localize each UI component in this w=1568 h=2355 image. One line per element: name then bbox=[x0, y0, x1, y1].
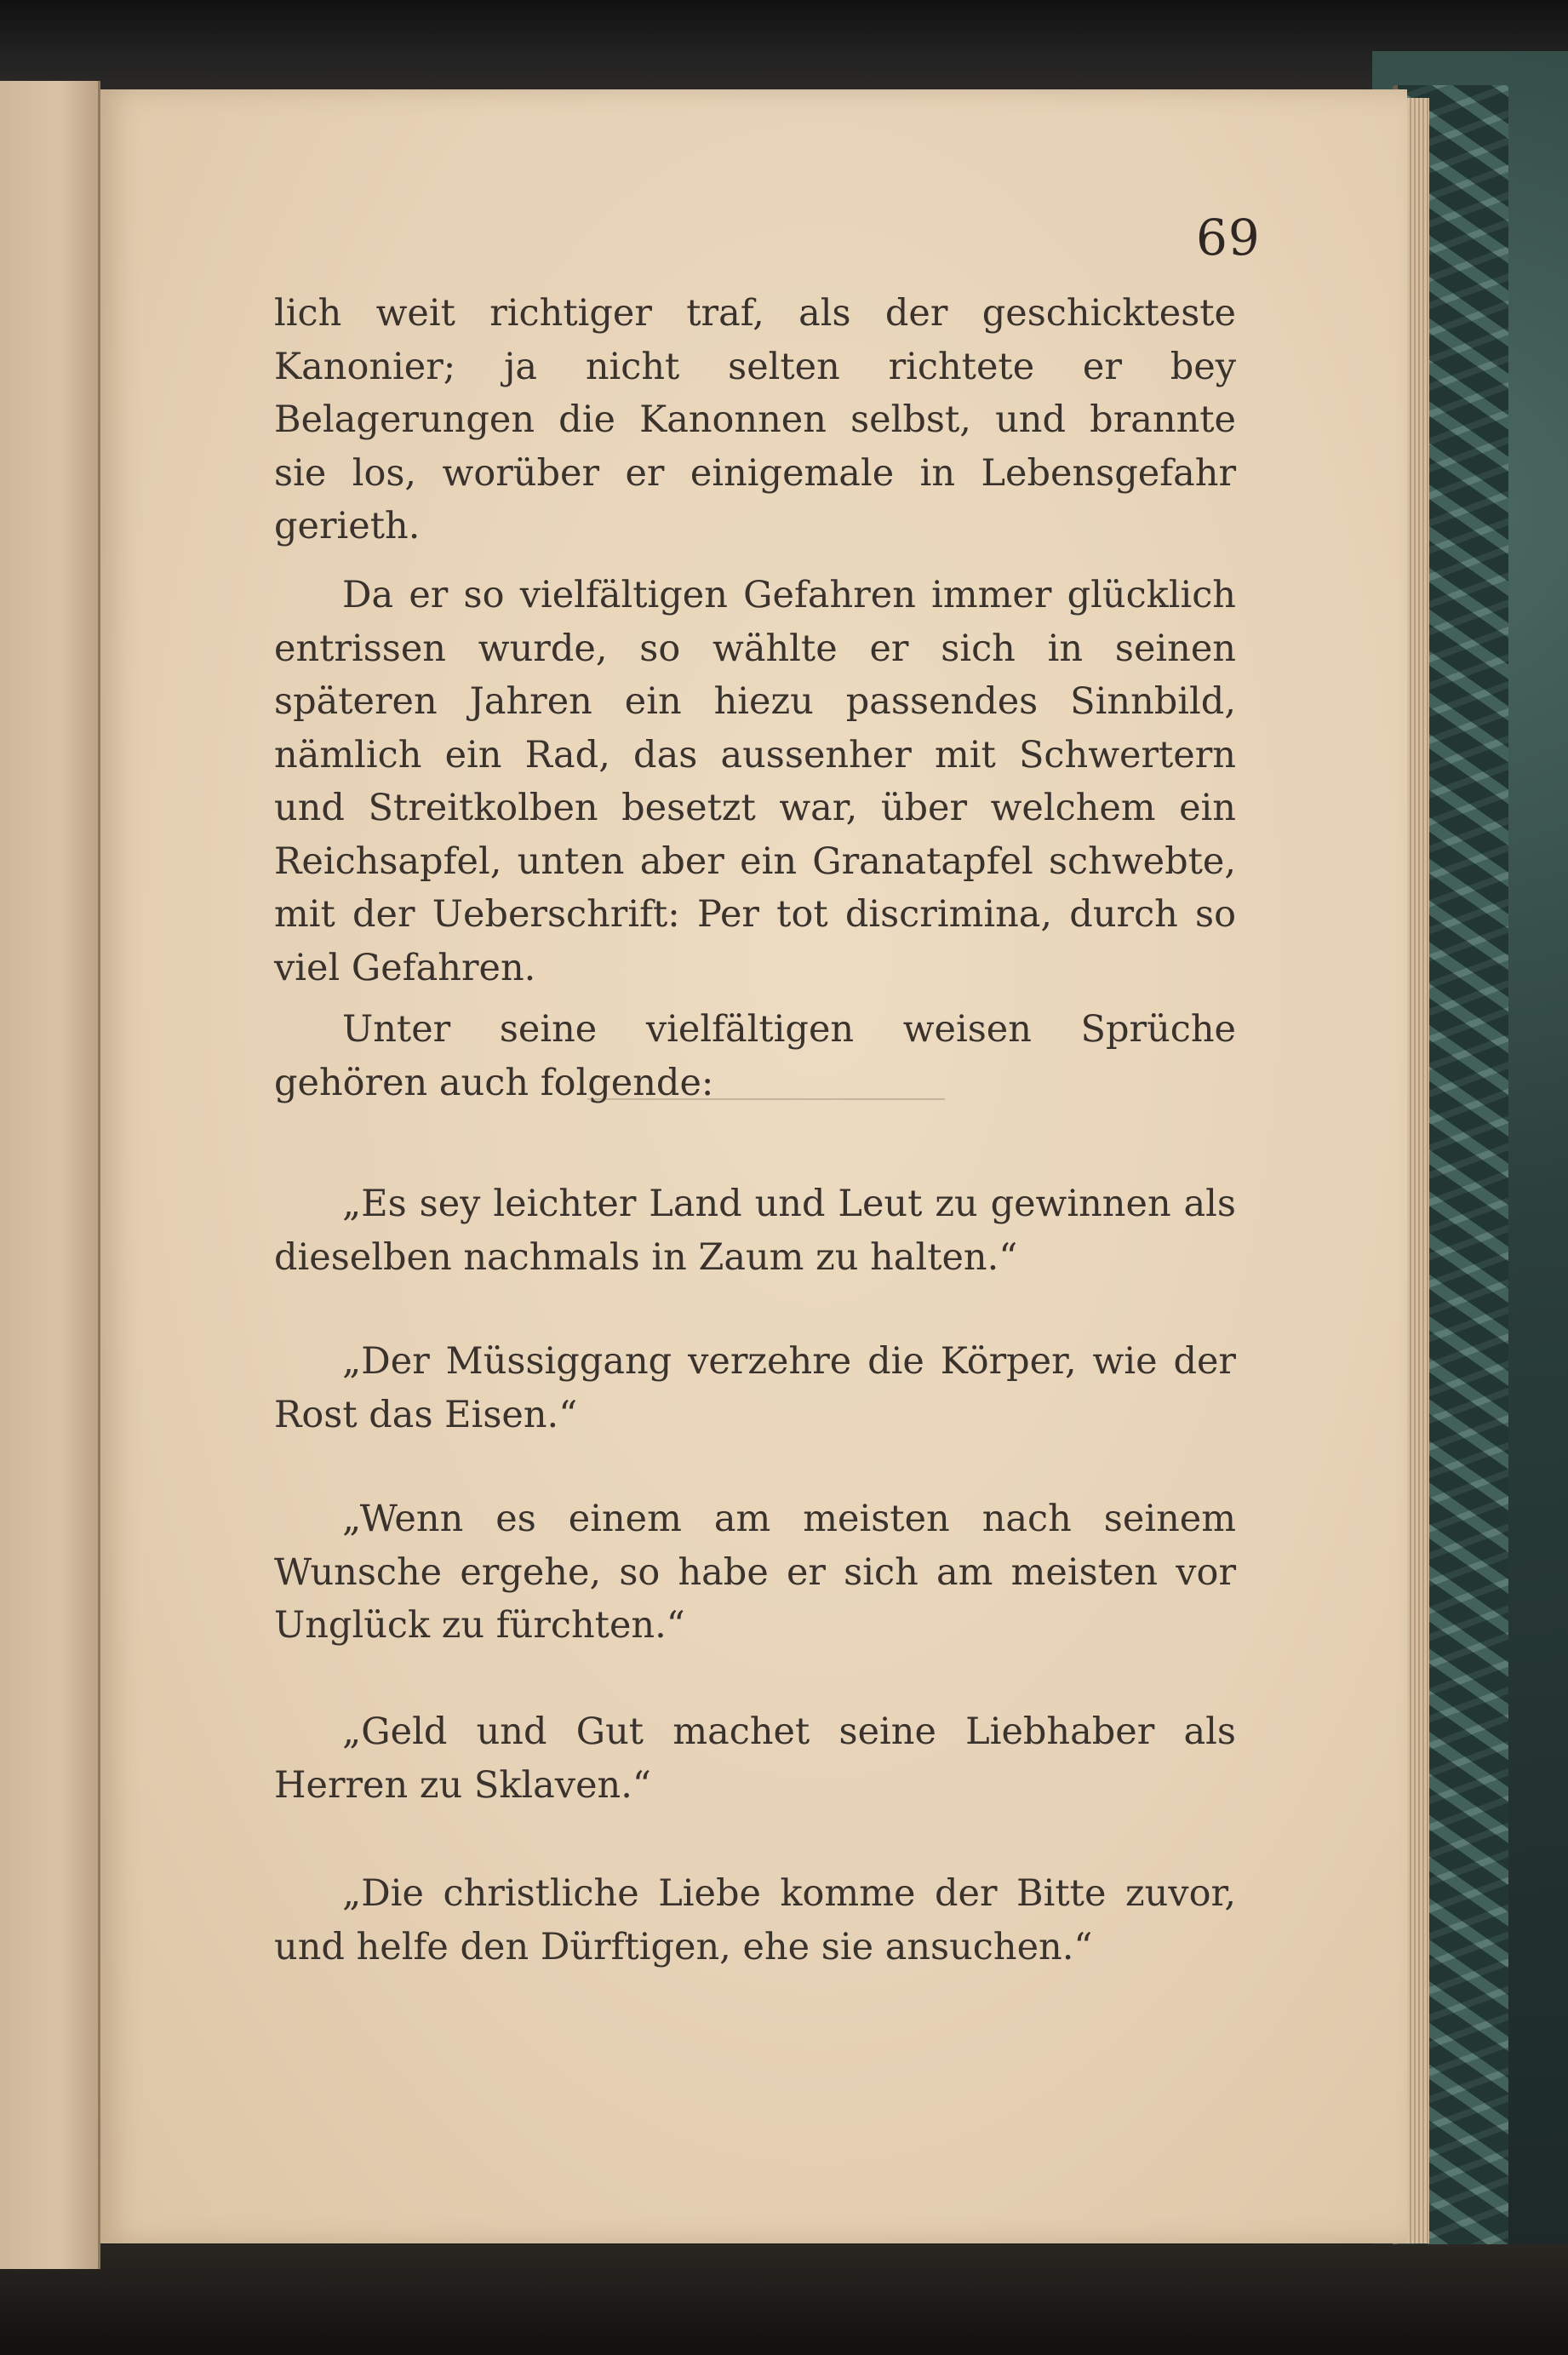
quote-4 bbox=[274, 1705, 1236, 1812]
quote-5 bbox=[274, 1867, 1236, 1974]
page-edge-stack bbox=[1407, 98, 1429, 2243]
book-cover-top bbox=[0, 0, 1568, 94]
paragraph-continuation bbox=[274, 287, 1236, 553]
previous-page-edge bbox=[0, 81, 100, 2269]
page-number: 69 bbox=[1196, 209, 1261, 266]
quote-3 bbox=[274, 1493, 1236, 1653]
quote-text: „Geld und Gut machet seine Liebhaber als Herren zu Sklaven.“ bbox=[274, 1710, 1236, 1807]
quote-text: „Es sey leichter Land und Leut zu gewinnen als dieselben nachmals in Zaum zu halten.“ bbox=[274, 1183, 1236, 1279]
paragraph-sinnbild bbox=[274, 569, 1236, 994]
quote-text: „Die christliche Liebe komme der Bitte zuvor, und helfe den Dürftigen, ehe sie ansuchen.“ bbox=[274, 1872, 1236, 1968]
paragraph-text: Unter seine vielfältigen weisen Sprüche gehören auch folgende: bbox=[274, 1008, 1236, 1104]
quote-1 bbox=[274, 1178, 1236, 1284]
quote-text: „Wenn es einem am meisten nach seinem Wunsche ergehe, so habe er sich am meisten vor Unglück zu fürchten.“ bbox=[274, 1498, 1236, 1647]
quote-text: „Der Müssiggang verzehre die Körper, wie der Rost das Eisen.“ bbox=[274, 1340, 1236, 1436]
paragraph-text: lich weit richtiger traf, als der geschickteste Kanonier; ja nicht selten richtete er bey Belagerungen die Kanonnen selbst, und brannte sie los, worüber er einigemale in Lebensgefahr gerieth. bbox=[274, 292, 1236, 547]
faint-mark bbox=[587, 1098, 945, 1100]
book-cover-bottom bbox=[0, 2244, 1568, 2355]
quote-2 bbox=[274, 1335, 1236, 1441]
paragraph-sprueche-intro bbox=[274, 1003, 1236, 1109]
paragraph-text: Da er so vielfältigen Gefahren immer glücklich entrissen wurde, so wählte er sich in seinen späteren Jahren ein hiezu passendes Sinnbild, nämlich ein Rad, das aussenher mit Schwertern und Streitkolben besetzt war, über welchem ein Reichsapfel, unten aber ein Granatapfel schwebte, mit der Ueberschrift: Per tot discrimina, durch so viel Gefahren. bbox=[274, 574, 1236, 989]
